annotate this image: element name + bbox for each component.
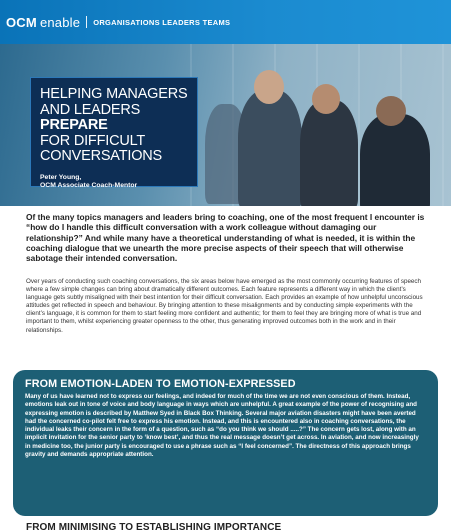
section-emotion-box — [13, 370, 438, 516]
brand-tagline: ORGANISATIONS LEADERS TEAMS — [93, 17, 231, 27]
author-block — [40, 174, 189, 191]
logo-ocm-text: OCM — [6, 14, 37, 30]
hero-person-man-right — [360, 114, 430, 206]
hero-person-man-left-head — [312, 84, 340, 114]
brand-divider — [86, 16, 87, 28]
section-emotion-heading: FROM EMOTION-LADEN TO EMOTION-EXPRESSED — [25, 378, 296, 390]
title-line-4: CONVERSATIONS — [40, 148, 163, 164]
body-paragraph: Over years of conducting such coaching conversations, the six areas below have emerged as the most commonly occurring features of speech where a few simple changes can bring about dramatically different outcomes. Each feature represents a different way in which the client’s language gets subtly misaligned with their best intention for their difficult conversation. Each provides an example of how unhelpful unconscious attitudes get reflected in speech and behaviour. By bringing attention to these misalignments and by conducting simple experiments with the client’s language, it is common for them to start feeling more confident and authentic; for them to feel they are bringing more of what is true and important to them, whilst experiencing greater openness to the other, thus generating improved outcomes both in the work and in their relationships. — [26, 278, 423, 334]
brand-header — [0, 0, 451, 44]
title-line-1: HELPING MANAGERS — [40, 86, 188, 102]
hero-person-man-left — [300, 100, 358, 206]
section-emotion-text: Many of us have learned not to express our feelings, and indeed for much of the time we are not even conscious of them. Instead, emotions leak out in tone of voice and body language in ways which are unhelpful. A great example of the power of recognising and expressing emotion is described by Matthew Syed in Black Box Thinking. Several major aviation disasters might have been averted had the concerned co-pilot felt free to express his emotion. Instead, and this is encountered also in coaching conversations, the individual leaks their concern in the form of a question, such as “do you think we should .....?” The concern gets lost, along with an implicit invitation for the senior party to ‘know best’, and thus the real message doesn’t get across. In aviation, and now increasingly in medicine too, the junior party is encouraged to use a phrase such as “I feel concerned”. The directness of this approach brings gravity and demands appropriate attention. — [25, 393, 419, 459]
intro-paragraph: Of the many topics managers and leaders bring to coaching, one of the most frequent I encounter is “how do I handle this difficult conversation with a work colleague without damaging our relationship?” And while many have a theoretical understanding of what is needed, it is within the coaching dialogue that we unearth the more precise aspects of their speech that will otherwise sabotage their intended conversation. — [26, 212, 425, 264]
title-box — [30, 77, 198, 187]
author-name: Peter Young, — [40, 173, 82, 181]
author-role: OCM Associate Coach-Mentor — [40, 182, 138, 189]
hero-person-man-right-head — [376, 96, 406, 126]
hero-person-woman-head — [254, 70, 284, 104]
logo-enable-text: enable — [39, 14, 81, 30]
title-line-3: FOR DIFFICULT — [40, 132, 146, 149]
title-line-2 — [40, 103, 189, 134]
section-minimising-heading: FROM MINIMISING TO ESTABLISHING IMPORTANCE — [26, 522, 282, 530]
hero-person-woman — [238, 90, 302, 206]
title-line-2-a: AND LEADERS — [40, 101, 141, 118]
title-line-2-bold: PREPARE — [40, 117, 108, 133]
ocm-enable-logo — [6, 15, 80, 30]
